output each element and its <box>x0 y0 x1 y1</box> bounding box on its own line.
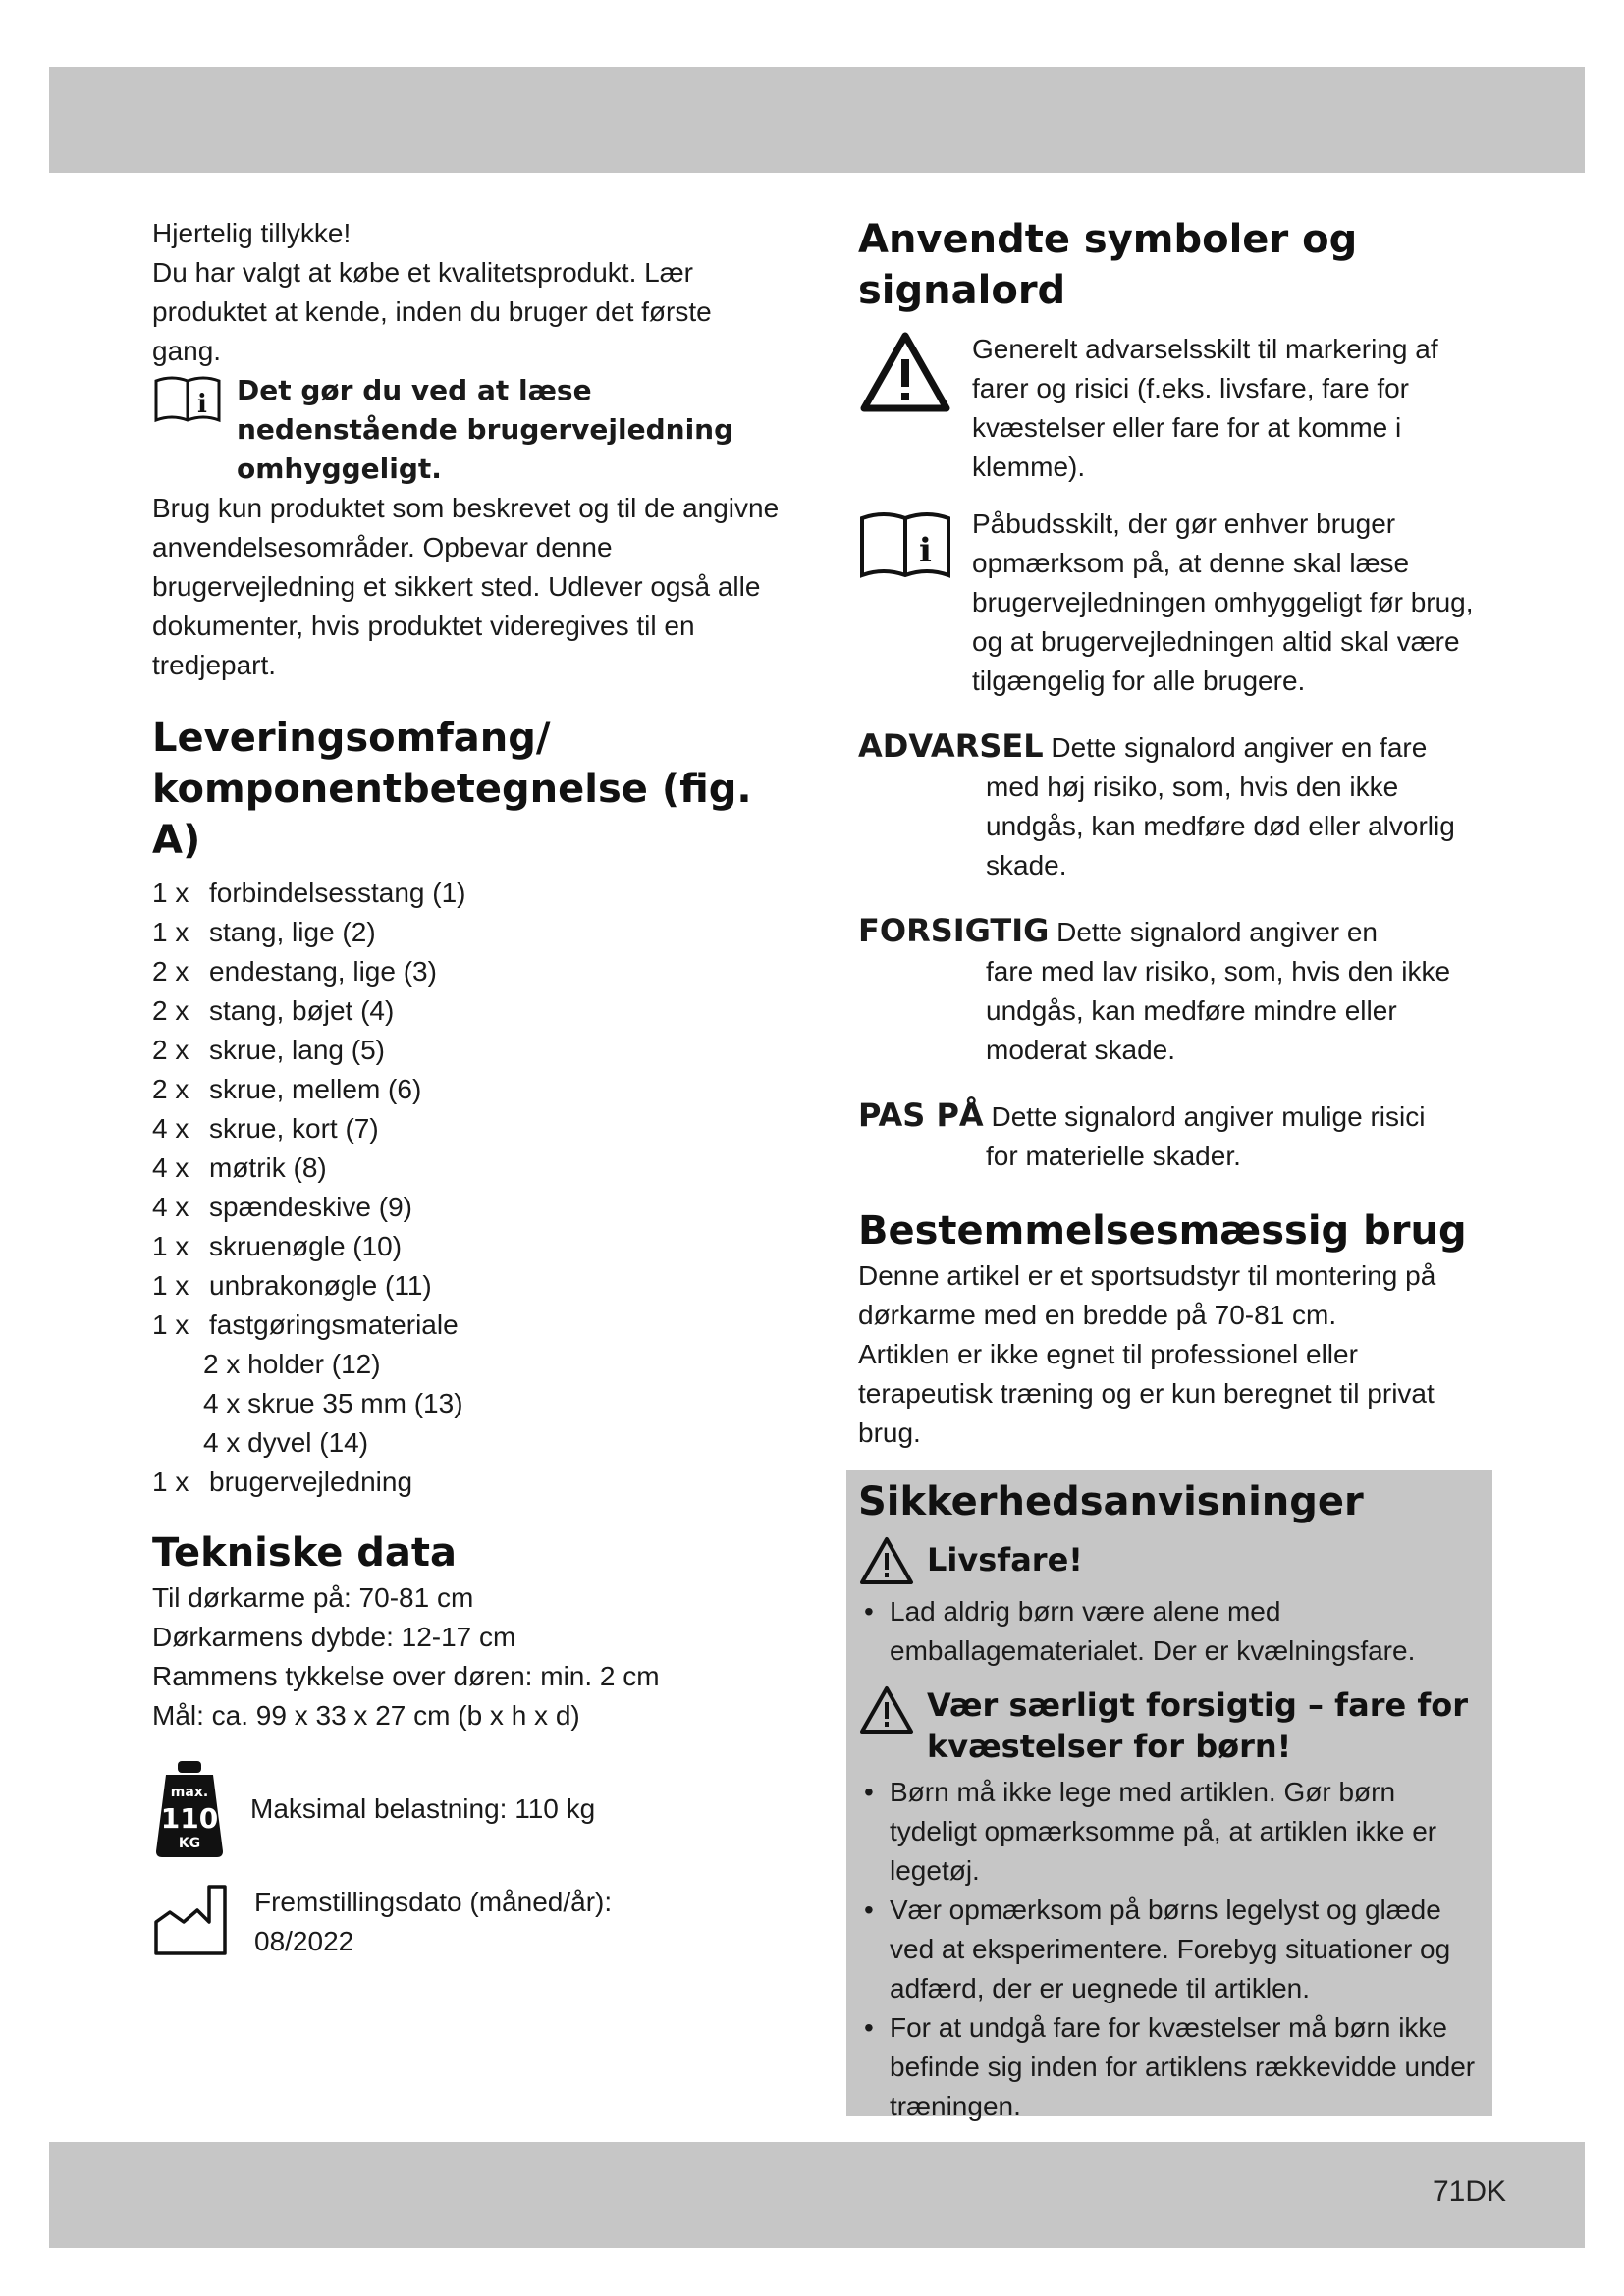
delivery-list <box>152 874 781 1502</box>
left-column <box>152 214 781 1961</box>
usage-heading: Bestemmelsesmæssig brug <box>858 1208 1467 1254</box>
max-load-row <box>152 1757 781 1861</box>
manual-icon <box>858 505 952 583</box>
max-load-text: Maksimal belastning: 110 kg <box>250 1793 596 1824</box>
tech-line: Dørkarmens dybde: 12-17 cm <box>152 1622 516 1652</box>
list-subitem: 4 x skrue 35 mm (13) <box>203 1388 463 1418</box>
list-item: 1 x brugervejledning <box>152 1467 413 1497</box>
warning-triangle-icon <box>858 1535 915 1586</box>
intro-text-2: Brug kun produktet som beskrevet og til de angivne anvendelsesområder. Opbevar denne brugervejledning et sikkert sted. Udlever også alle dokumenter, hvis produktet videregives til en tredjepart. <box>152 493 780 680</box>
list-item: 1 x forbindelsesstang (1) <box>152 878 466 908</box>
warning-triangle-icon <box>858 330 952 414</box>
list-item: • Lad aldrig børn være alene med emballagematerialet. Der er kvælningsfare. <box>858 1592 1481 1671</box>
warning-triangle-icon <box>858 1684 915 1735</box>
warning-symbol-row <box>858 330 1487 487</box>
signal-pas-paa: PAS PÅ Dette signalord angiver mulige risici for materielle skader. <box>858 1096 1426 1171</box>
factory-icon <box>152 1883 231 1957</box>
symbols-heading: Anvendte symboler og signalord <box>858 217 1358 313</box>
list-item: 1 x unbrakonøgle (11) <box>152 1270 432 1301</box>
tech-line: Til dørkarme på: 70-81 cm <box>152 1582 474 1613</box>
manual-symbol-row <box>858 505 1487 701</box>
svg-text:i: i <box>919 531 932 570</box>
bullet-list-1 <box>858 1592 1481 1671</box>
svg-text:i: i <box>197 390 207 419</box>
list-item: 1 x fastgøringsmateriale <box>152 1309 459 1340</box>
production-date: 08/2022 <box>254 1926 354 1956</box>
warning-children <box>858 1684 1481 1767</box>
svg-text:110: 110 <box>160 1802 219 1835</box>
weight-icon <box>152 1757 227 1861</box>
intro-greeting: Hjertelig tillykke! <box>152 218 352 248</box>
signal-forsigtig: FORSIGTIG Dette signalord angiver en fare med lav risiko, som, hvis den ikke undgås, kan medføre mindre eller moderat skade. <box>858 912 1451 1065</box>
bullet-list-2 <box>858 1773 1481 2126</box>
svg-text:max.: max. <box>170 1785 209 1800</box>
list-item: • For at undgå fare for kvæstelser må børn ikke befinde sig inden for artiklens rækkevidde under træningen. <box>858 2008 1481 2126</box>
safety-box <box>846 1470 1492 2121</box>
list-item: 4 x spændeskive (9) <box>152 1192 412 1222</box>
right-column <box>858 214 1487 1453</box>
list-subitem: 4 x dyvel (14) <box>203 1427 369 1458</box>
manual-symbol-text: Påbudsskilt, der gør enhver bruger opmærksom på, at denne skal læse brugervejledningen omhyggeligt før brug, og at brugervejledningen altid skal være tilgængelig for alle brugere. <box>972 508 1474 696</box>
read-manual-note-text: Det gør du ved at læse nedenstående brugervejledning omhyggeligt. <box>237 374 734 485</box>
warning-symbol-text: Generelt advarselsskilt til markering af farer og risici (f.eks. livsfare, fare for kvæstelser eller fare for at komme i klemme). <box>972 334 1438 482</box>
list-item: 2 x skrue, lang (5) <box>152 1035 385 1065</box>
list-item: 2 x stang, bøjet (4) <box>152 995 395 1026</box>
list-item: • Børn må ikke lege med artiklen. Gør børn tydeligt opmærksomme på, at artiklen ikke er legetøj. <box>858 1773 1481 1891</box>
list-item: 2 x endestang, lige (3) <box>152 956 437 987</box>
tech-line: Rammens tykkelse over døren: min. 2 cm <box>152 1661 660 1691</box>
delivery-heading: Leveringsomfang/ komponentbetegnelse (fig. A) <box>152 716 752 863</box>
production-label: Fremstillingsdato (måned/år): <box>254 1887 613 1917</box>
list-item: 4 x skrue, kort (7) <box>152 1113 379 1144</box>
tech-line: Mål: ca. 99 x 33 x 27 cm (b x h x d) <box>152 1700 580 1731</box>
list-item: 2 x skrue, mellem (6) <box>152 1074 422 1104</box>
list-subitem: 2 x holder (12) <box>203 1349 381 1379</box>
usage-text-2: Artiklen er ikke egnet til professionel eller terapeutisk træning og er kun beregnet til privat brug. <box>858 1339 1435 1448</box>
list-item: • Vær opmærksom på børns legelyst og glæde ved at eksperimentere. Forebyg situationer og adfærd, der er uegnede til artiklen. <box>858 1891 1481 2008</box>
page-number: 71DK <box>1432 2175 1506 2208</box>
list-item: 1 x stang, lige (2) <box>152 917 376 947</box>
warning-life-danger-title: Livsfare! <box>927 1541 1083 1578</box>
svg-text:KG: KG <box>178 1836 201 1851</box>
footer-bar <box>49 2142 1585 2248</box>
warning-life-danger <box>858 1535 1481 1586</box>
warning-children-title: Vær særligt forsigtig – fare for kvæstelser for børn! <box>927 1686 1468 1765</box>
read-manual-note <box>152 371 781 489</box>
intro-text: Du har valgt at købe et kvalitetsprodukt. Lær produktet at kende, inden du bruger det første gang. <box>152 257 712 366</box>
header-bar <box>49 67 1585 173</box>
list-item: 4 x møtrik (8) <box>152 1152 327 1183</box>
usage-text: Denne artikel er et sportsudstyr til montering på dørkarme med en bredde på 70-81 cm. <box>858 1260 1436 1330</box>
list-item: 1 x skruenøgle (10) <box>152 1231 403 1261</box>
tech-heading: Tekniske data <box>152 1530 458 1575</box>
safety-heading: Sikkerhedsanvisninger <box>858 1479 1364 1524</box>
signal-advarsel: ADVARSEL Dette signalord angiver en fare med høj risiko, som, hvis den ikke undgås, kan medføre død eller alvorlig skade. <box>858 727 1455 881</box>
production-date-row <box>152 1883 781 1961</box>
manual-icon <box>152 371 223 426</box>
